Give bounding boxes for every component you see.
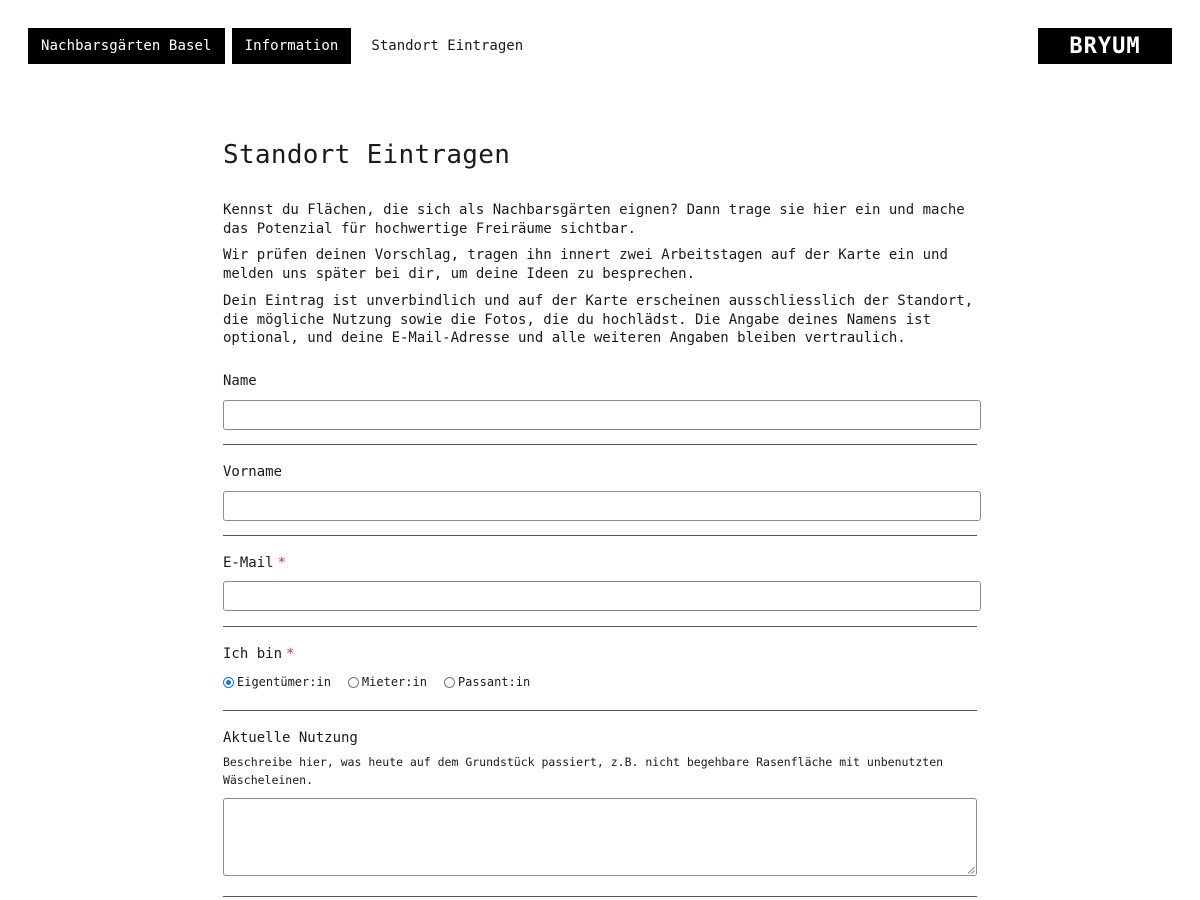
divider (223, 626, 977, 627)
bryum-logo[interactable] (1038, 28, 1172, 64)
radio-label: Eigentümer:in (237, 675, 331, 689)
email-label-text: E-Mail (223, 555, 274, 571)
radio-label: Mieter:in (361, 675, 427, 689)
radio-passant[interactable] (444, 677, 455, 688)
page-title: Standort Eintragen (223, 140, 511, 170)
intro-paragraph: Dein Eintrag ist unverbindlich und auf der Karte erscheinen ausschliesslich der Standort, die mögliche Nutzung sowie die Fotos, die du hochlädst. Die Angabe deines Namens ist optional, und deine E-Mail-Adresse und alle weiteren Angaben bleiben vertraulich. (223, 293, 974, 346)
divider (223, 710, 977, 711)
aktuelle-nutzung-textarea[interactable] (223, 798, 977, 876)
ich-bin-label-text: Ich bin (223, 646, 283, 662)
divider (223, 535, 977, 536)
radio-option-eigentuemer[interactable] (223, 675, 331, 689)
bryum-logo-mark (1051, 36, 1159, 56)
intro-paragraph: Wir prüfen deinen Vorschlag, tragen ihn innert zwei Arbeitstagen auf der Karte ein und melden uns später bei dir, um deine Ideen zu besprechen. (223, 247, 948, 282)
divider (223, 896, 977, 897)
email-input[interactable] (223, 581, 981, 611)
nav-item-information[interactable]: Information (232, 28, 352, 64)
vorname-input[interactable] (223, 491, 981, 521)
ich-bin-radio-group (223, 675, 547, 689)
aktuelle-nutzung-label: Aktuelle Nutzung (223, 730, 358, 746)
radio-label: Passant:in (457, 675, 531, 689)
radio-eigentuemer[interactable] (223, 677, 234, 688)
svg-text:BRYUM: BRYUM (1069, 36, 1141, 56)
resize-grip-icon[interactable] (967, 866, 975, 874)
email-label (223, 555, 286, 571)
radio-option-mieter[interactable] (348, 675, 427, 689)
name-input[interactable] (223, 400, 981, 430)
required-marker: * (277, 555, 287, 571)
name-label: Name (223, 373, 257, 389)
radio-option-passant[interactable] (444, 675, 530, 689)
vorname-label: Vorname (223, 464, 283, 480)
nav-item-standort-eintragen[interactable]: Standort Eintragen (371, 38, 524, 54)
divider (223, 444, 977, 445)
required-marker: * (286, 646, 295, 662)
intro-paragraph: Kennst du Flächen, die sich als Nachbarsgärten eignen? Dann trage sie hier ein und mache das Potenzial für hochwertige Freiräume sichtbar. (223, 202, 965, 237)
ich-bin-label (223, 646, 294, 662)
radio-mieter[interactable] (348, 677, 359, 688)
top-navigation (28, 28, 536, 64)
aktuelle-nutzung-help-text: Beschreibe hier, was heute auf dem Grundstück passiert, z.B. nicht begehbare Rasenfläche mit unbenutzten Wäscheleinen. (223, 755, 944, 787)
nav-item-nachbarsgaerten-basel[interactable]: Nachbarsgärten Basel (28, 28, 225, 64)
